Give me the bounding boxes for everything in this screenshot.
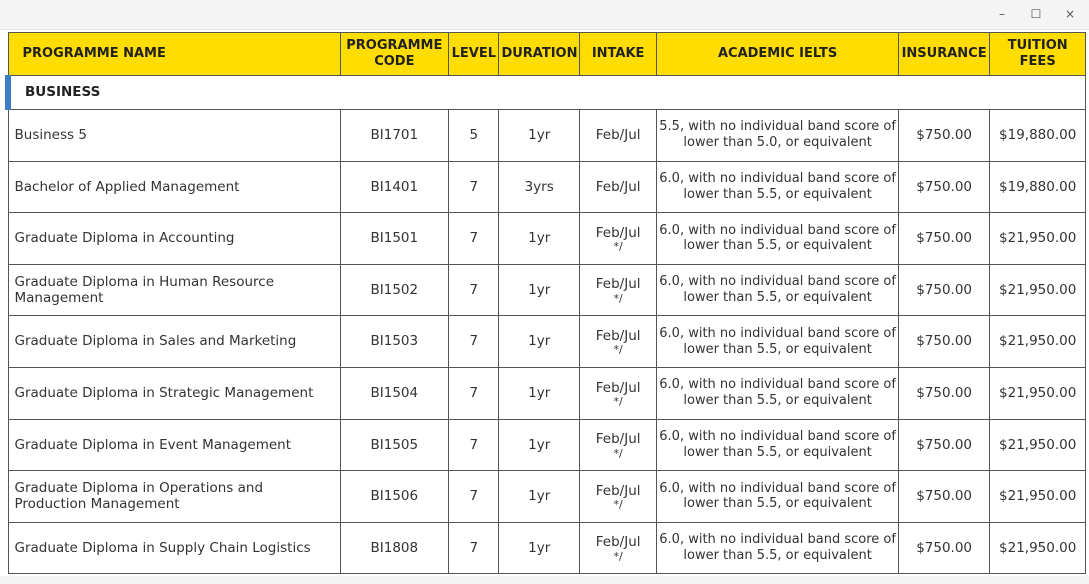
intake-months: Feb/Jul	[595, 178, 641, 195]
programme-code-cell: BI1504	[340, 367, 449, 419]
intake-cell	[579, 316, 656, 368]
header-programme-name: PROGRAMME NAME	[8, 33, 340, 76]
programme-code-cell: BI1505	[340, 419, 449, 471]
section-row	[8, 76, 1086, 110]
intake-note: */	[613, 446, 623, 460]
intake-cell	[579, 110, 656, 162]
duration-cell: 3yrs	[499, 161, 579, 213]
level-cell: 7	[449, 367, 499, 419]
level-cell: 7	[449, 471, 499, 523]
table-row	[8, 161, 1086, 213]
header-insurance: INSURANCE	[898, 33, 990, 76]
header-duration: DURATION	[499, 33, 579, 76]
insurance-cell: $750.00	[898, 471, 990, 523]
insurance-cell: $750.00	[898, 367, 990, 419]
intake-months: Feb/Jul	[595, 224, 641, 241]
tuition-fees-cell: $21,950.00	[990, 471, 1086, 523]
ielts-cell: 6.0, with no individual band score of lower than 5.5, or equivalent	[657, 471, 898, 523]
intake-note: */	[613, 240, 623, 254]
ielts-cell: 6.0, with no individual band score of lower than 5.5, or equivalent	[657, 264, 898, 316]
table-row	[8, 471, 1086, 523]
intake-months: Feb/Jul	[595, 431, 641, 448]
insurance-cell: $750.00	[898, 316, 990, 368]
window-controls	[993, 5, 1079, 23]
tuition-fees-cell: $21,950.00	[990, 419, 1086, 471]
table-row	[8, 419, 1086, 471]
intake-months: Feb/Jul	[595, 327, 641, 344]
title-bar	[0, 0, 1089, 30]
tuition-fees-cell: $21,950.00	[990, 264, 1086, 316]
intake-note: */	[613, 498, 623, 512]
duration-cell: 1yr	[499, 367, 579, 419]
programme-name-cell: Graduate Diploma in Event Management	[8, 419, 340, 471]
level-cell: 5	[449, 110, 499, 162]
intake-cell	[579, 419, 656, 471]
duration-cell: 1yr	[499, 471, 579, 523]
programme-code-cell: BI1503	[340, 316, 449, 368]
intake-note: */	[613, 291, 623, 305]
level-cell: 7	[449, 522, 499, 574]
duration-cell: 1yr	[499, 316, 579, 368]
header-level: LEVEL	[449, 33, 499, 76]
insurance-cell: $750.00	[898, 419, 990, 471]
ielts-cell: 6.0, with no individual band score of lower than 5.5, or equivalent	[657, 522, 898, 574]
programme-name-cell: Graduate Diploma in Human Resource Management	[8, 264, 340, 316]
tuition-fees-cell: $19,880.00	[990, 161, 1086, 213]
header-tuition-fees: TUITION FEES	[990, 33, 1086, 76]
level-cell: 7	[449, 161, 499, 213]
close-button[interactable]: ×	[1064, 7, 1076, 21]
table-row	[8, 264, 1086, 316]
table-row	[8, 522, 1086, 574]
intake-cell	[579, 471, 656, 523]
intake-note: */	[613, 343, 623, 357]
level-cell: 7	[449, 316, 499, 368]
level-cell: 7	[449, 213, 499, 265]
duration-cell: 1yr	[499, 522, 579, 574]
intake-months: Feb/Jul	[595, 534, 641, 551]
programme-name-cell: Bachelor of Applied Management	[8, 161, 340, 213]
minimize-button[interactable]: –	[999, 7, 1005, 21]
programme-name-cell: Graduate Diploma in Accounting	[8, 213, 340, 265]
table-row	[8, 213, 1086, 265]
intake-cell	[579, 522, 656, 574]
tuition-fees-cell: $21,950.00	[990, 213, 1086, 265]
duration-cell: 1yr	[499, 419, 579, 471]
intake-cell	[579, 161, 656, 213]
programme-code-cell: BI1808	[340, 522, 449, 574]
programme-code-cell: BI1701	[340, 110, 449, 162]
programme-name-cell: Business 5	[8, 110, 340, 162]
insurance-cell: $750.00	[898, 264, 990, 316]
programme-code-cell: BI1506	[340, 471, 449, 523]
duration-cell: 1yr	[499, 213, 579, 265]
fees-table	[5, 32, 1086, 574]
intake-months: Feb/Jul	[595, 482, 641, 499]
table-header	[8, 33, 1086, 76]
insurance-cell: $750.00	[898, 161, 990, 213]
programme-name-cell: Graduate Diploma in Operations and Production Management	[8, 471, 340, 523]
insurance-cell: $750.00	[898, 110, 990, 162]
ielts-cell: 6.0, with no individual band score of lower than 5.5, or equivalent	[657, 316, 898, 368]
table-row	[8, 110, 1086, 162]
bottom-strip	[0, 576, 1089, 584]
duration-cell: 1yr	[499, 264, 579, 316]
header-academic-ielts: ACADEMIC IELTS	[657, 33, 898, 76]
programme-code-cell: BI1401	[340, 161, 449, 213]
intake-months: Feb/Jul	[595, 276, 641, 293]
duration-cell: 1yr	[499, 110, 579, 162]
level-cell: 7	[449, 419, 499, 471]
tuition-fees-cell: $21,950.00	[990, 522, 1086, 574]
ielts-cell: 6.0, with no individual band score of lower than 5.5, or equivalent	[657, 367, 898, 419]
programme-code-cell: BI1502	[340, 264, 449, 316]
programme-code-cell: BI1501	[340, 213, 449, 265]
maximize-button[interactable]: ☐	[1030, 7, 1042, 21]
header-programme-code: PROGRAMME CODE	[340, 33, 449, 76]
insurance-cell: $750.00	[898, 213, 990, 265]
header-intake: INTAKE	[579, 33, 656, 76]
tuition-fees-cell: $21,950.00	[990, 367, 1086, 419]
programme-name-cell: Graduate Diploma in Sales and Marketing	[8, 316, 340, 368]
intake-cell	[579, 264, 656, 316]
ielts-cell: 6.0, with no individual band score of lower than 5.5, or equivalent	[657, 161, 898, 213]
tuition-fees-cell: $21,950.00	[990, 316, 1086, 368]
intake-months: Feb/Jul	[595, 127, 641, 144]
tuition-fees-cell: $19,880.00	[990, 110, 1086, 162]
programme-name-cell: Graduate Diploma in Strategic Management	[8, 367, 340, 419]
ielts-cell: 6.0, with no individual band score of lower than 5.5, or equivalent	[657, 213, 898, 265]
table-row	[8, 367, 1086, 419]
ielts-cell: 5.5, with no individual band score of lower than 5.0, or equivalent	[657, 110, 898, 162]
intake-months: Feb/Jul	[595, 379, 641, 396]
table-row	[8, 316, 1086, 368]
intake-cell	[579, 367, 656, 419]
intake-note: */	[613, 395, 623, 408]
intake-cell	[579, 213, 656, 265]
section-title: BUSINESS	[8, 76, 1086, 110]
insurance-cell: $750.00	[898, 522, 990, 574]
intake-note: */	[613, 549, 623, 563]
table-body	[8, 76, 1086, 574]
level-cell: 7	[449, 264, 499, 316]
ielts-cell: 6.0, with no individual band score of lower than 5.5, or equivalent	[657, 419, 898, 471]
programme-name-cell: Graduate Diploma in Supply Chain Logistics	[8, 522, 340, 574]
